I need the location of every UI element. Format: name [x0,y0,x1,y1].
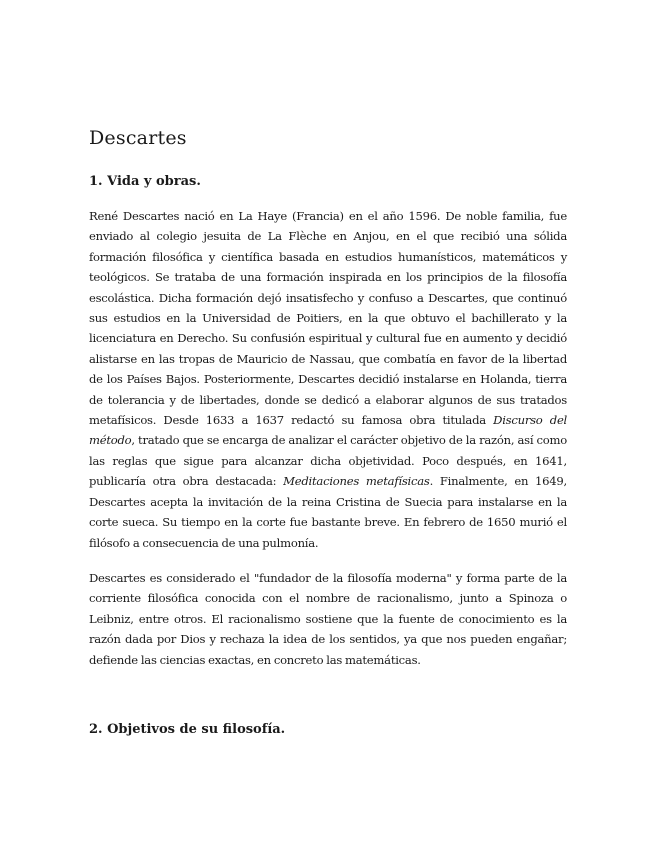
paragraph-text: René Descartes nació en La Haye (Francia) en el año 1596. De noble familia, fue enviado al colegio jesuita de La Flèche en Anjou, en el que recibió una sólida formación filosófica y científica basada en estudios humanísticos, matemáticos y teológicos. Se trataba de una formación inspirada en los principios de la filosofía escolástica. Dicha formación dejó insatisfecho y confuso a Descartes, que continuó sus estudios en la Universidad de Poitiers, en la que obtuvo el bachillerato y la licenciatura en Derecho. Su confusión espiritual y cultural fue en aumento y decidió alistarse en las tropas de Mauricio de Nassau, que combatía en favor de la libertad de los Países Bajos. Posteriormente, Descartes decidió instalarse en Holanda, tierra de tolerancia y de libertades, donde se dedicó a elaborar algunos de sus tratados metafísicos. Desde 1633 a 1637 redactó su famosa obra titulada [89,209,567,428]
work-title-meditaciones: Meditaciones metafísicas [283,474,430,489]
paragraph-racionalismo: Descartes es considerado el "fundador de la filosofía moderna" y forma parte de la corriente filosófica conocida con el nombre de racionalismo, junto a Spinoza o Leibniz, entre otros. El racionalismo sostiene que la fuente de conocimiento es la razón dada por Dios y rechaza la idea de los sentidos, ya que nos pueden engañar; defiende las ciencias exactas, en concreto las matemáticas. [89,571,567,667]
section-heading-vida-y-obras: 1. Vida y obras. [89,174,201,189]
paragraph-text: . Finalmente, en 1649, Descartes acepta la invitación de la reina Cristina de Suecia para instalarse en la corte sueca. Su tiempo en la corte fue bastante breve. En febrero de 1650 murió el filósofo a consecuencia de una pulmonía. [89,474,567,550]
section-heading-objetivos: 2. Objetivos de su filosofía. [89,722,286,737]
paragraph-biography [89,206,567,553]
document-title: Descartes [89,127,187,149]
paragraph-text: , tratado que se encarga de analizar el carácter objetivo de la razón, así como las reglas que sigue para alcanzar dicha objetividad. Poco después, en 1641, publicaría otra obra destacada: [89,433,567,489]
work-title-discurso: Discurso del método [89,413,568,448]
